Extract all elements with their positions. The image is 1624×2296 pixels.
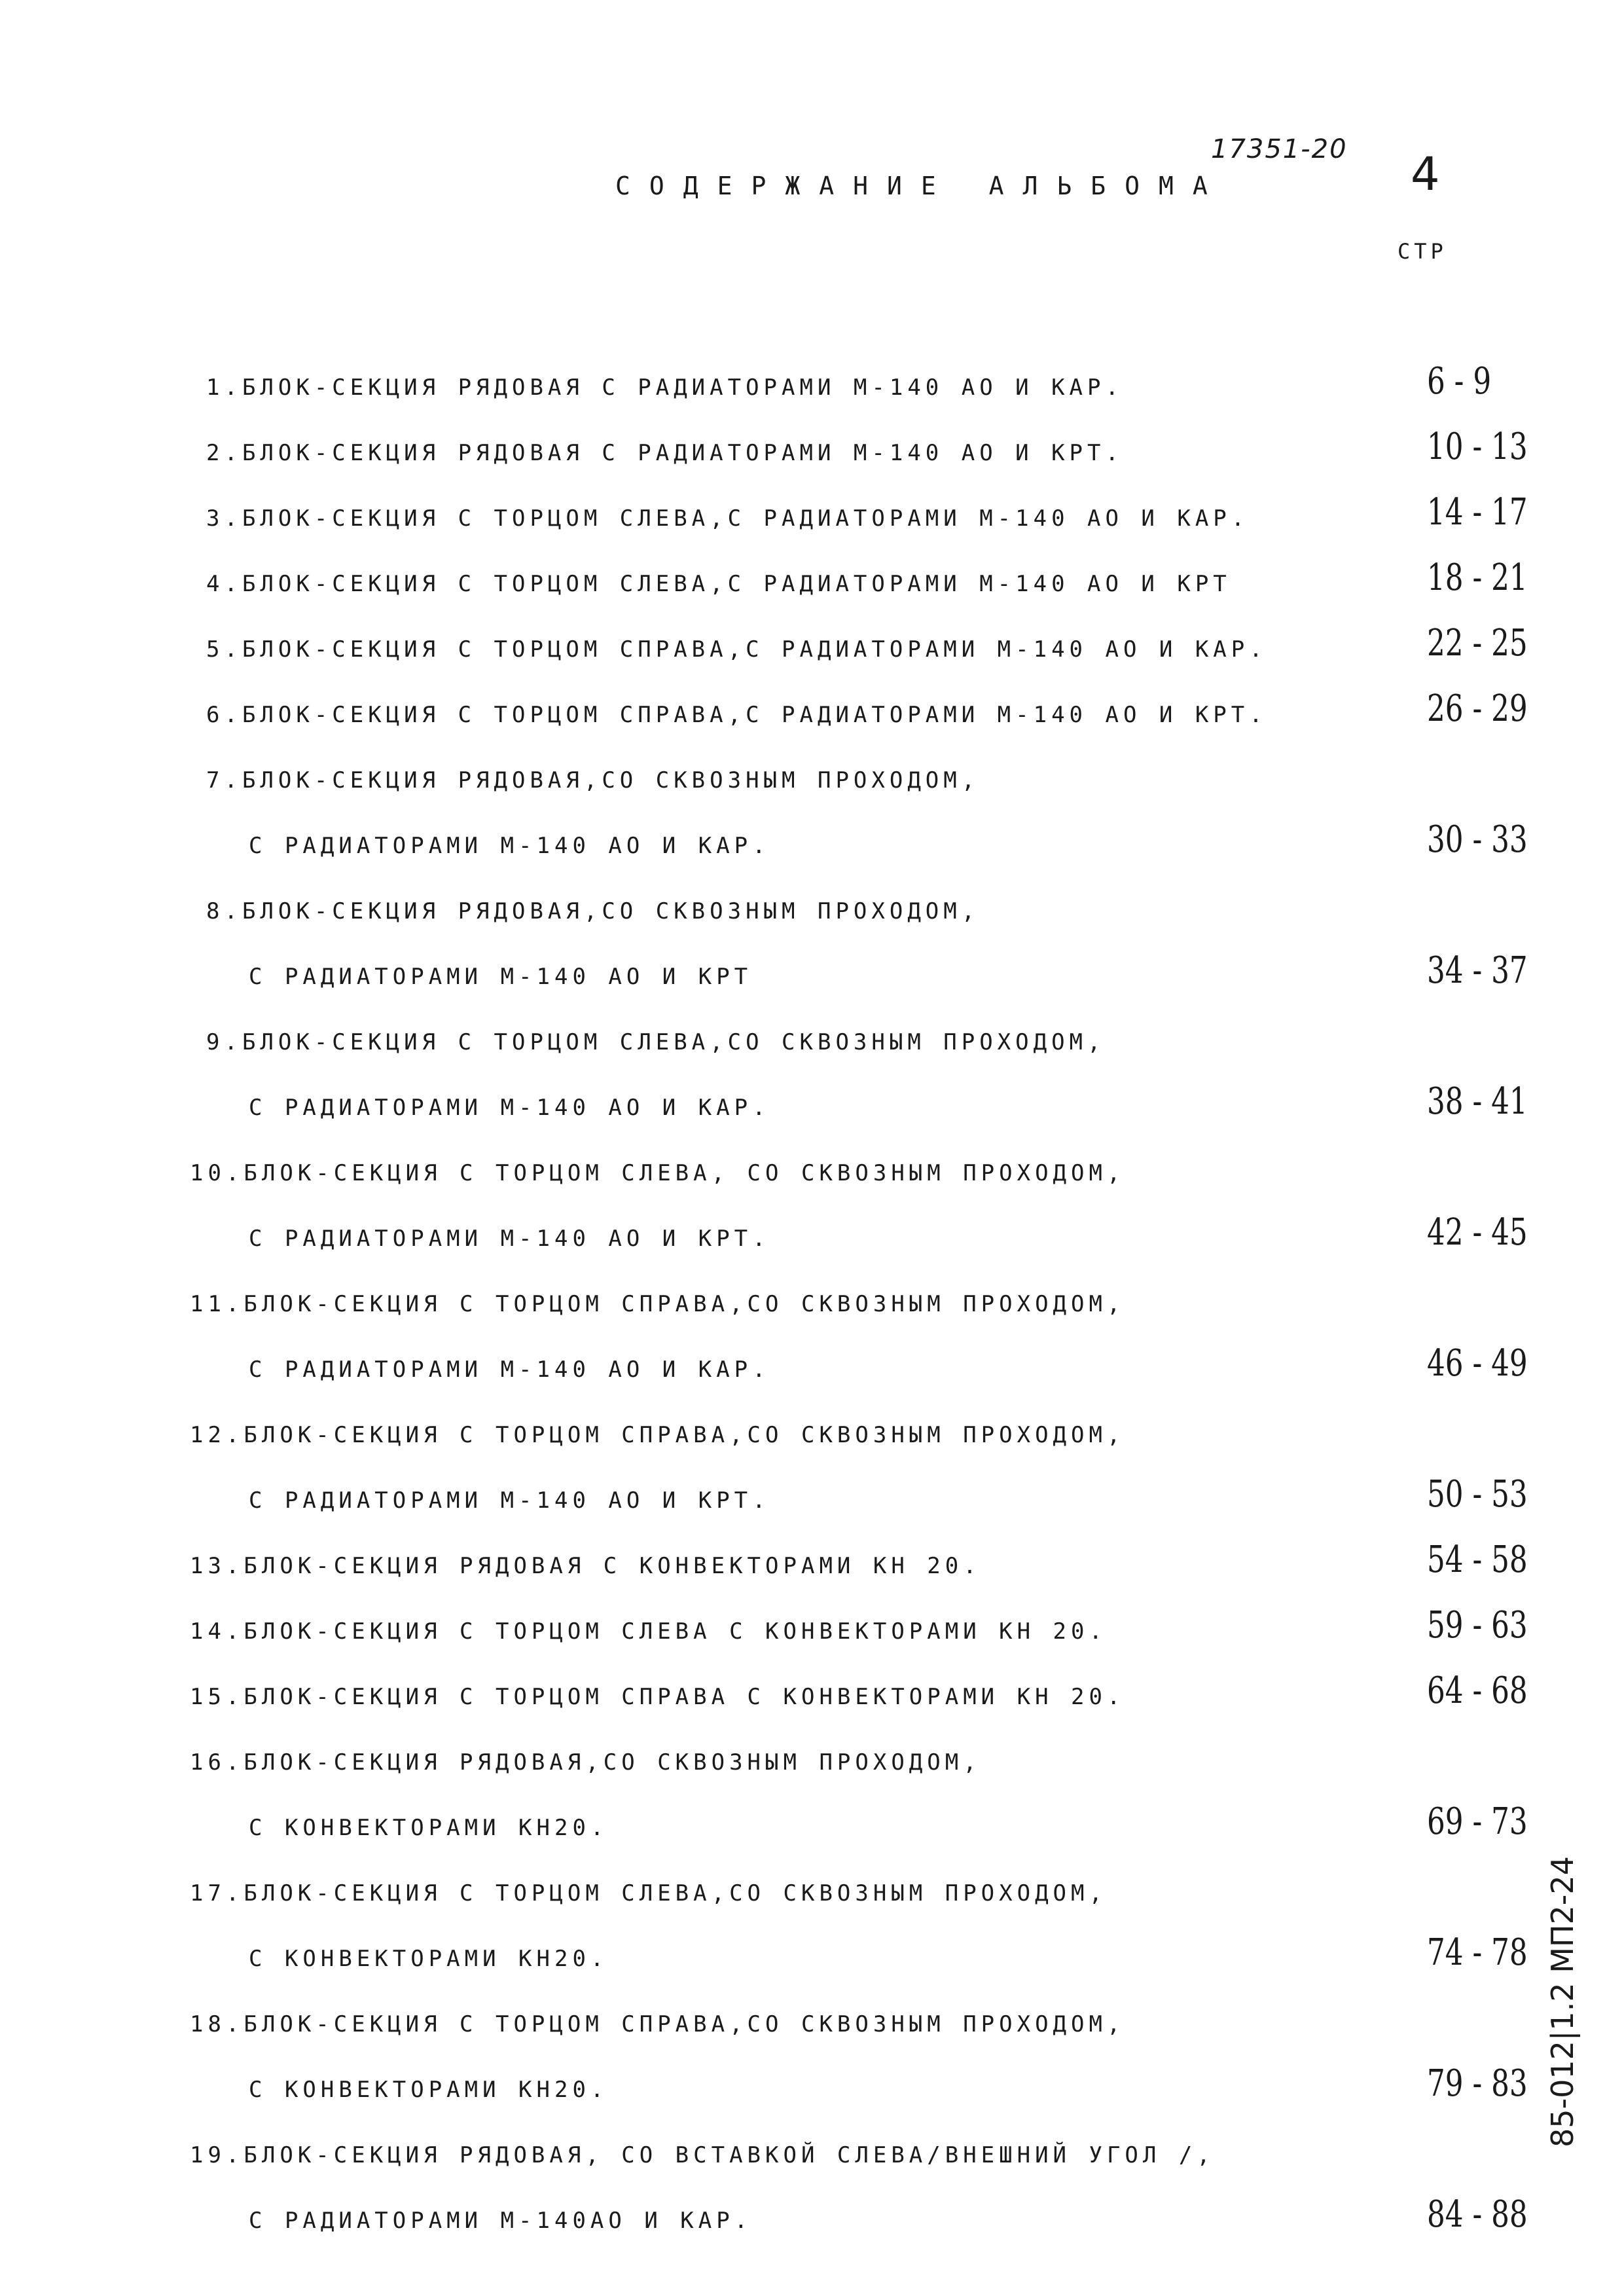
toc-row: [0, 1074, 1624, 1139]
toc-entry-text: 11.БЛОК-СЕКЦИЯ С ТОРЦОМ СПРАВА,СО СКВОЗНЫМ ПРОХОДОМ,: [190, 1291, 1125, 1317]
toc-entry-text: 4.БЛОК-СЕКЦИЯ С ТОРЦОМ СЛЕВА,С РАДИАТОРАМИ М-140 АО И КРТ: [206, 571, 1231, 597]
toc-entry-text: С РАДИАТОРАМИ М-140 АО И КАР.: [249, 1095, 770, 1121]
toc-entry-text: 15.БЛОК-СЕКЦИЯ С ТОРЦОМ СПРАВА С КОНВЕКТОРАМИ КН 20.: [190, 1684, 1125, 1710]
toc-row: [0, 1336, 1624, 1401]
toc-entry-pages: 79 - 83: [1427, 2062, 1528, 2105]
toc-entry-pages: 46 - 49: [1427, 1342, 1528, 1385]
toc-row: [0, 1597, 1624, 1663]
toc-entry-text: С РАДИАТОРАМИ М-140 АО И КРТ.: [249, 1226, 770, 1252]
toc-row: [0, 1925, 1624, 1990]
toc-entry-text: 5.БЛОК-СЕКЦИЯ С ТОРЦОМ СПРАВА,С РАДИАТОРАМИ М-140 АО И КАР.: [206, 636, 1267, 663]
toc-entry-text: 17.БЛОК-СЕКЦИЯ С ТОРЦОМ СЛЕВА,СО СКВОЗНЫМ ПРОХОДОМ,: [190, 1880, 1107, 1906]
toc-entry-text: 6.БЛОК-СЕКЦИЯ С ТОРЦОМ СПРАВА,С РАДИАТОРАМИ М-140 АО И КРТ.: [206, 702, 1267, 728]
toc-row: [0, 550, 1624, 615]
table-of-contents: [0, 354, 1624, 2252]
toc-row: [0, 1663, 1624, 1728]
toc-row: [0, 615, 1624, 681]
toc-entry-text: С РАДИАТОРАМИ М-140 АО И КРТ.: [249, 1487, 770, 1514]
toc-entry-pages: 59 - 63: [1427, 1604, 1528, 1647]
toc-row: [0, 812, 1624, 877]
document-code: 17351-20: [1211, 134, 1348, 164]
page-number: 4: [1411, 147, 1440, 201]
page-title: СОДЕРЖАНИЕ АЛЬБОМА: [615, 172, 1227, 200]
toc-entry-text: 8.БЛОК-СЕКЦИЯ РЯДОВАЯ,СО СКВОЗНЫМ ПРОХОДОМ,: [206, 898, 980, 924]
toc-entry-pages: 54 - 58: [1427, 1539, 1528, 1581]
toc-entry-text: 1.БЛОК-СЕКЦИЯ РЯДОВАЯ С РАДИАТОРАМИ М-140 АО И КАР.: [206, 374, 1123, 401]
toc-entry-text: С РАДИАТОРАМИ М-140 АО И КАР.: [249, 833, 770, 859]
page-column-header: СТР: [1398, 239, 1447, 264]
toc-entry-pages: 42 - 45: [1427, 1211, 1528, 1254]
toc-row: [0, 419, 1624, 484]
toc-row: [0, 1008, 1624, 1074]
toc-entry-text: 18.БЛОК-СЕКЦИЯ С ТОРЦОМ СПРАВА,СО СКВОЗНЫМ ПРОХОДОМ,: [190, 2011, 1125, 2037]
toc-row: [0, 1467, 1624, 1532]
toc-row: [0, 1990, 1624, 2056]
toc-entry-text: 9.БЛОК-СЕКЦИЯ С ТОРЦОМ СЛЕВА,СО СКВОЗНЫМ ПРОХОДОМ,: [206, 1029, 1106, 1055]
toc-row: [0, 1401, 1624, 1467]
toc-entry-pages: 34 - 37: [1427, 949, 1528, 992]
toc-row: [0, 1139, 1624, 1205]
toc-entry-text: 13.БЛОК-СЕКЦИЯ РЯДОВАЯ С КОНВЕКТОРАМИ КН 20.: [190, 1553, 981, 1579]
toc-entry-pages: 50 - 53: [1427, 1473, 1528, 1516]
toc-row: [0, 1270, 1624, 1336]
toc-entry-pages: 74 - 78: [1427, 1931, 1528, 1974]
toc-entry-text: 19.БЛОК-СЕКЦИЯ РЯДОВАЯ, СО ВСТАВКОЙ СЛЕВА/ВНЕШНИЙ УГОЛ /,: [190, 2142, 1215, 2168]
toc-entry-pages: 69 - 73: [1427, 1800, 1528, 1843]
toc-row: [0, 1794, 1624, 1859]
toc-row: [0, 1859, 1624, 1925]
toc-entry-pages: 30 - 33: [1427, 818, 1528, 861]
toc-entry-pages: 18 - 21: [1427, 556, 1528, 599]
toc-entry-pages: 84 - 88: [1427, 2193, 1528, 2236]
toc-entry-pages: 6 - 9: [1427, 360, 1492, 403]
toc-entry-text: 3.БЛОК-СЕКЦИЯ С ТОРЦОМ СЛЕВА,С РАДИАТОРАМИ М-140 АО И КАР.: [206, 505, 1250, 532]
toc-row: [0, 484, 1624, 550]
toc-entry-text: 10.БЛОК-СЕКЦИЯ С ТОРЦОМ СЛЕВА, СО СКВОЗНЫМ ПРОХОДОМ,: [190, 1160, 1125, 1186]
toc-entry-text: С РАДИАТОРАМИ М-140 АО И КРТ: [249, 964, 753, 990]
toc-entry-pages: 22 - 25: [1427, 622, 1528, 665]
toc-row: [0, 746, 1624, 812]
toc-entry-pages: 26 - 29: [1427, 687, 1528, 730]
toc-entry-text: С КОНВЕКТОРАМИ КН20.: [249, 2077, 609, 2103]
toc-entry-pages: 38 - 41: [1427, 1080, 1528, 1123]
toc-row: [0, 943, 1624, 1008]
toc-entry-text: С РАДИАТОРАМИ М-140АО И КАР.: [249, 2208, 753, 2234]
toc-entry-pages: 64 - 68: [1427, 1669, 1528, 1712]
toc-entry-text: 2.БЛОК-СЕКЦИЯ РЯДОВАЯ С РАДИАТОРАМИ М-140 АО И КРТ.: [206, 440, 1123, 466]
toc-entry-text: С КОНВЕКТОРАМИ КН20.: [249, 1815, 609, 1841]
side-stamp: 85-012|1.2 МП2-24: [1545, 1856, 1580, 2147]
toc-entry-pages: 14 - 17: [1427, 491, 1528, 534]
toc-row: [0, 1728, 1624, 1794]
toc-entry-text: 16.БЛОК-СЕКЦИЯ РЯДОВАЯ,СО СКВОЗНЫМ ПРОХОДОМ,: [190, 1749, 981, 1776]
toc-entry-text: С КОНВЕКТОРАМИ КН20.: [249, 1946, 609, 1972]
toc-row: [0, 1205, 1624, 1270]
toc-entry-text: 7.БЛОК-СЕКЦИЯ РЯДОВАЯ,СО СКВОЗНЫМ ПРОХОДОМ,: [206, 767, 980, 793]
toc-row: [0, 2121, 1624, 2187]
toc-entry-text: 12.БЛОК-СЕКЦИЯ С ТОРЦОМ СПРАВА,СО СКВОЗНЫМ ПРОХОДОМ,: [190, 1422, 1125, 1448]
toc-entry-pages: 10 - 13: [1427, 426, 1528, 468]
toc-row: [0, 354, 1624, 419]
toc-row: [0, 681, 1624, 746]
toc-row: [0, 877, 1624, 943]
toc-row: [0, 2056, 1624, 2121]
toc-row: [0, 2187, 1624, 2252]
toc-row: [0, 1532, 1624, 1597]
toc-entry-text: С РАДИАТОРАМИ М-140 АО И КАР.: [249, 1357, 770, 1383]
toc-entry-text: 14.БЛОК-СЕКЦИЯ С ТОРЦОМ СЛЕВА С КОНВЕКТОРАМИ КН 20.: [190, 1618, 1107, 1645]
